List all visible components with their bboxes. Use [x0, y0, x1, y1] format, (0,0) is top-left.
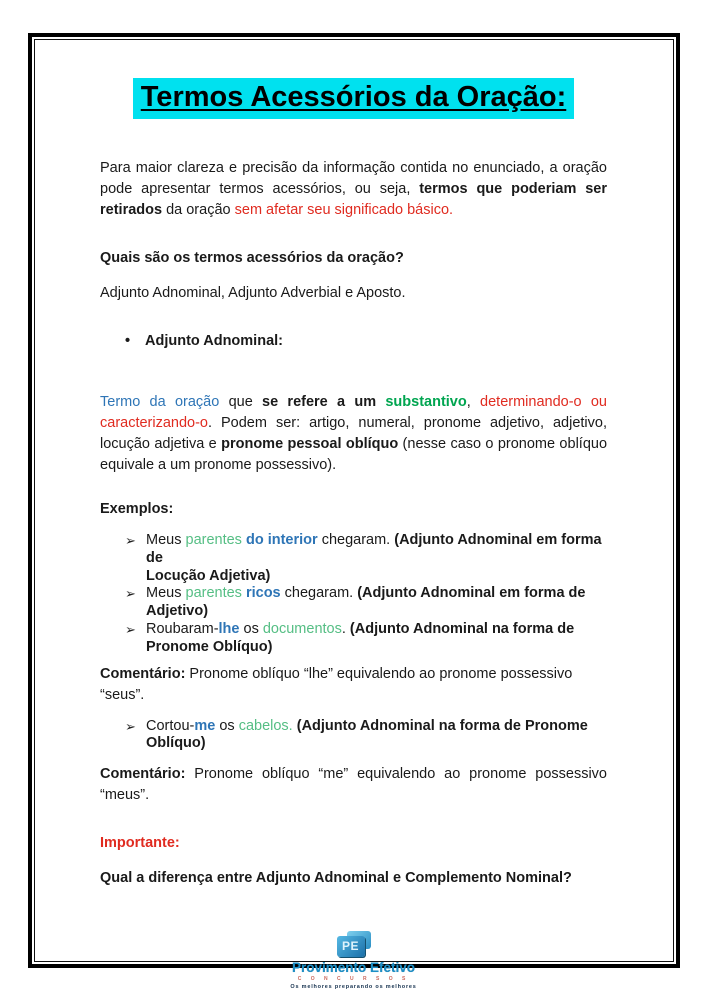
definition-paragraph: Termo da oração que se refere a um substantivo, determinando-o ou caracterizando-o. Podem ser: artigo, numeral, pronome adjetivo, adjetivo, locução adjetiva e pronome pessoal oblíquo (nesse caso o pronome oblíquo equivale a um pronome possessivo). — [100, 394, 608, 473]
final-question: Qual a diferença entre Adjunto Adnominal e Complemento Nominal? — [100, 870, 572, 887]
answer-text: Adjunto Adnominal, Adjunto Adverbial e Aposto. — [100, 285, 406, 301]
topic-heading — [100, 331, 607, 352]
logo-tile-front: PE — [337, 936, 365, 957]
list-item-text: Meus parentes ricos chegaram. (Adjunto Adnominal em forma de Adjetivo) — [146, 585, 586, 620]
list-item — [125, 532, 607, 585]
page-border — [28, 33, 680, 991]
topic-heading-label: Adjunto Adnominal: — [145, 333, 283, 349]
comment-paragraph: Comentário: Pronome oblíquo “lhe” equivalendo ao pronome possessivo “seus”. — [100, 665, 573, 703]
important-heading: Importante: — [100, 835, 180, 852]
arrow-bullet-icon: ➢ — [125, 586, 136, 602]
page-title: Termos Acessórios da Oração: — [133, 78, 575, 119]
example-list-single — [100, 718, 607, 754]
intro-paragraph: Para maior clareza e precisão da informação contida no enunciado, a oração pode apresentar termos acessórios, ou seja, termos que poderiam ser retirados da oração sem afetar seu significado básico. — [100, 160, 607, 218]
bullet-dot-icon: • — [125, 333, 131, 349]
footer-logo — [100, 931, 607, 990]
title-row — [100, 78, 607, 119]
list-item-text: Meus parentes do interior chegaram. (Adjunto Adnominal em forma de Locução Adjetiva) — [146, 532, 602, 584]
arrow-bullet-icon: ➢ — [125, 533, 136, 548]
logo-tagline: Os melhores preparando os melhores — [290, 984, 417, 991]
list-item-text: Roubaram-lhe os documentos. (Adjunto Adnominal na forma de Pronome Oblíquo) — [146, 620, 575, 655]
list-item-text: Cortou-me os cabelos. (Adjunto Adnominal na forma de Pronome Oblíquo) — [146, 717, 588, 752]
examples-list — [100, 532, 607, 657]
document-page — [34, 39, 674, 991]
comment-paragraph: Comentário: Pronome oblíquo “me” equivalendo ao pronome possessivo “meus”. — [100, 766, 607, 804]
list-item — [125, 718, 607, 754]
logo-name: Provimento Efetivo — [291, 960, 416, 976]
list-item — [125, 585, 607, 621]
question-heading: Quais são os termos acessórios da oração? — [100, 250, 404, 266]
arrow-bullet-icon: ➢ — [125, 621, 136, 637]
examples-heading: Exemplos: — [100, 501, 174, 517]
list-item — [125, 621, 607, 657]
arrow-bullet-icon: ➢ — [125, 718, 136, 734]
logo-pe-icon — [337, 931, 371, 957]
logo-subtitle: C O N C U R S O S — [297, 976, 410, 983]
